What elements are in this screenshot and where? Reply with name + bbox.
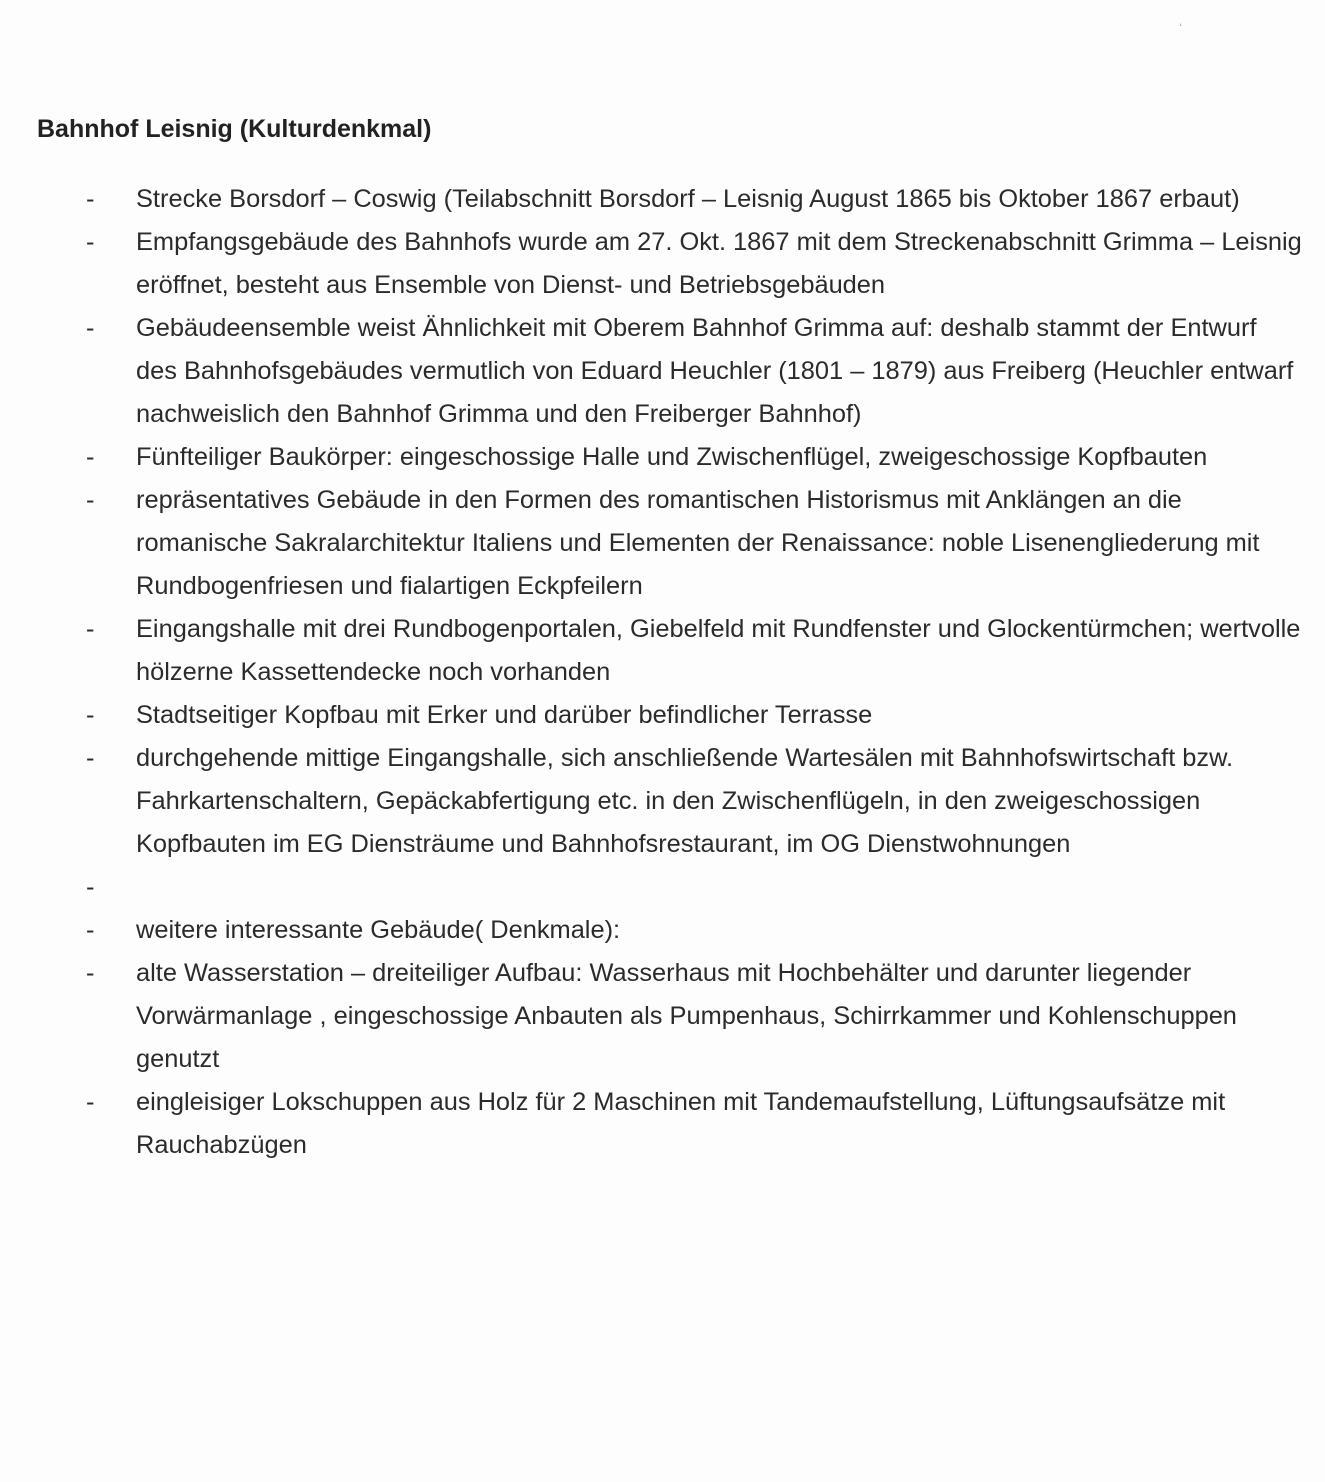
list-item-text: Empfangsgebäude des Bahnhofs wurde am 27. Okt. 1867 mit dem Streckenabschnitt Grimma – Leisnig eröffnet, besteht aus Ensemble von Dienst- und Betriebsgebäuden — [136, 228, 1302, 299]
bullet-list — [0, 178, 1325, 1167]
list-item-text: Gebäudeensemble weist Ähnlichkeit mit Oberem Bahnhof Grimma auf: deshalb stammt der Entwurf des Bahnhofsgebäudes vermutlich von Eduard Heuchler (1801 – 1879) aus Freiberg (Heuchler entwarf nachweislich den Bahnhof Grimma und den Freiberger Bahnhof) — [136, 314, 1294, 428]
list-item-text: alte Wasserstation – dreiteiliger Aufbau: Wasserhaus mit Hochbehälter und darunter liegender Vorwärmanlage , eingeschossige Anbauten als Pumpenhaus, Schirrkammer und Kohlenschuppen genutzt — [136, 959, 1237, 1073]
bullet-dash: - — [86, 959, 95, 987]
list-item-text: weitere interessante Gebäude( Denkmale): — [136, 916, 621, 944]
list-item — [0, 694, 1325, 737]
bullet-dash: - — [86, 744, 95, 772]
list-item-text: Fünfteiliger Baukörper: eingeschossige Halle und Zwischenflügel, zweigeschossige Kopfbauten — [136, 443, 1208, 471]
list-item — [0, 178, 1325, 221]
bullet-dash: - — [86, 701, 95, 729]
bullet-dash: - — [86, 314, 95, 342]
document-title: Bahnhof Leisnig (Kulturdenkmal) — [37, 115, 432, 143]
scan-speck-icon: ‘ — [1179, 22, 1182, 34]
bullet-dash: - — [86, 873, 95, 901]
bullet-dash: - — [86, 185, 95, 213]
list-item — [0, 1081, 1325, 1167]
list-item — [0, 436, 1325, 479]
list-item-text: durchgehende mittige Eingangshalle, sich anschließende Wartesälen mit Bahnhofswirtschaft bzw. Fahrkartenschaltern, Gepäckabfertigung etc. in den Zwischenflügeln, in den zweigeschossigen Kopfbauten im EG Diensträume und Bahnhofsrestaurant, im OG Dienstwohnungen — [136, 744, 1234, 858]
bullet-dash: - — [86, 1088, 95, 1116]
list-item — [0, 608, 1325, 694]
bullet-dash: - — [86, 615, 95, 643]
bullet-dash: - — [86, 916, 95, 944]
list-item — [0, 479, 1325, 608]
list-item-text: eingleisiger Lokschuppen aus Holz für 2 Maschinen mit Tandemaufstellung, Lüftungsaufsätze mit Rauchabzügen — [136, 1088, 1226, 1159]
list-item — [0, 952, 1325, 1081]
list-item — [0, 866, 1325, 909]
bullet-dash: - — [86, 486, 95, 514]
bullet-dash: - — [86, 443, 95, 471]
list-item — [0, 737, 1325, 866]
list-item-text: Strecke Borsdorf – Coswig (Teilabschnitt Borsdorf – Leisnig August 1865 bis Oktober 1867 erbaut) — [136, 185, 1240, 213]
list-item-text: Stadtseitiger Kopfbau mit Erker und darüber befindlicher Terrasse — [136, 701, 873, 729]
list-item-text: Eingangshalle mit drei Rundbogenportalen, Giebelfeld mit Rundfenster und Glockentürmchen; wertvolle hölzerne Kassettendecke noch vorhanden — [136, 615, 1301, 686]
list-item — [0, 909, 1325, 952]
list-item-text: repräsentatives Gebäude in den Formen des romantischen Historismus mit Anklängen an die romanische Sakralarchitektur Italiens und Elementen der Renaissance: noble Lisenengliederung mit Rundbogenfriesen und fialartigen Eckpfeilern — [136, 486, 1260, 600]
list-item — [0, 221, 1325, 307]
list-item — [0, 307, 1325, 436]
bullet-dash: - — [86, 228, 95, 256]
